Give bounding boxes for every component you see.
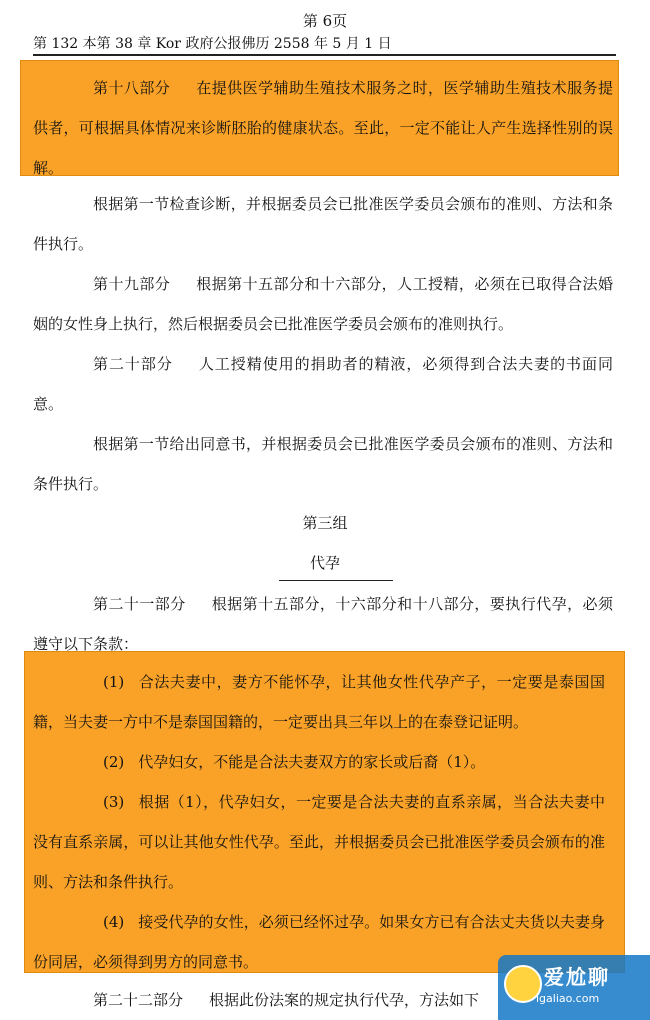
paragraph-section-22	[33, 980, 503, 1020]
clause-1-text: 合法夫妻中，妻方不能怀孕，让其他女性代孕产子，一定要是泰国国籍，当夫妻一方中不是泰国国籍的，一定要出具三年以上的在泰登记证明。	[33, 673, 605, 731]
group-title: 第三组	[302, 514, 348, 532]
clause-1	[33, 662, 605, 742]
clause-2-text: 代孕妇女，不能是合法夫妻双方的家长或后裔（1）。	[138, 753, 486, 771]
paragraph-section-21	[33, 584, 613, 664]
clause-3-text: 根据（1），代孕妇女，一定要是合法夫妻的直系亲属，当合法夫妻中没有直系亲属，可以让其他女性代孕。至此，并根据委员会已批准医学委员会颁布的准则、方法和条件执行。	[33, 793, 605, 891]
page-number: 第 6页	[302, 12, 348, 30]
watermark-title: 爱尬聊	[544, 965, 610, 989]
watermark-logo-icon	[504, 965, 542, 1003]
clause-2	[33, 742, 605, 782]
section-22-text: 根据此份法案的规定执行代孕，方法如下	[209, 991, 480, 1009]
section-21-text: 根据第十五部分，十六部分和十八部分，要执行代孕，必须遵守以下条款：	[33, 595, 613, 653]
header-rule	[33, 54, 616, 56]
paragraph-check-diagnosis	[33, 184, 613, 264]
group-subtitle: 代孕	[309, 554, 340, 572]
paragraph-section-20	[33, 344, 613, 424]
section-18-text: 在提供医学辅助生殖技术服务之时，医学辅助生殖技术服务提供者，可根据具体情况来诊断胚胎的健康状态。至此，一定不能让人产生选择性别的误解。	[33, 79, 613, 177]
section-22-label: 第二十二部分	[93, 991, 184, 1009]
clause-1-number: (1)	[103, 673, 125, 691]
section-21-label: 第二十一部分	[93, 595, 186, 613]
clause-3	[33, 782, 605, 902]
section-19-label: 第十九部分	[93, 275, 171, 293]
subtitle-rule	[279, 580, 393, 581]
clause-3-number: (3)	[103, 793, 125, 811]
consent-form-text: 根据第一节给出同意书，并根据委员会已批准医学委员会颁布的准则、方法和条件执行。	[33, 435, 613, 493]
check-diagnosis-text: 根据第一节检查诊断，并根据委员会已批准医学委员会颁布的准则、方法和条件执行。	[33, 195, 613, 253]
watermark-url: igaliao.com	[536, 992, 600, 1005]
site-watermark	[498, 955, 650, 1020]
section-20-label: 第二十部分	[93, 355, 173, 373]
paragraph-consent-form	[33, 424, 613, 504]
section-18-label: 第十八部分	[93, 79, 171, 97]
section-19-text: 根据第十五部分和十六部分，人工授精，必须在已取得合法婚姻的女性身上执行，然后根据委员会已批准医学委员会颁布的准则执行。	[33, 275, 613, 333]
paragraph-section-19	[33, 264, 613, 344]
section-20-text: 人工授精使用的捐助者的精液，必须得到合法夫妻的书面同意。	[33, 355, 613, 413]
clause-4-text: 接受代孕的女性，必须已经怀过孕。如果女方已有合法丈夫货以夫妻身份同居，必须得到男方的同意书。	[33, 913, 605, 971]
publication-header: 第 132 本第 38 章 Kor 政府公报佛历 2558 年 5 月 1 日	[33, 36, 392, 52]
clause-2-number: (2)	[103, 753, 125, 771]
clause-4-number: (4)	[103, 913, 125, 931]
paragraph-section-18	[33, 68, 613, 188]
